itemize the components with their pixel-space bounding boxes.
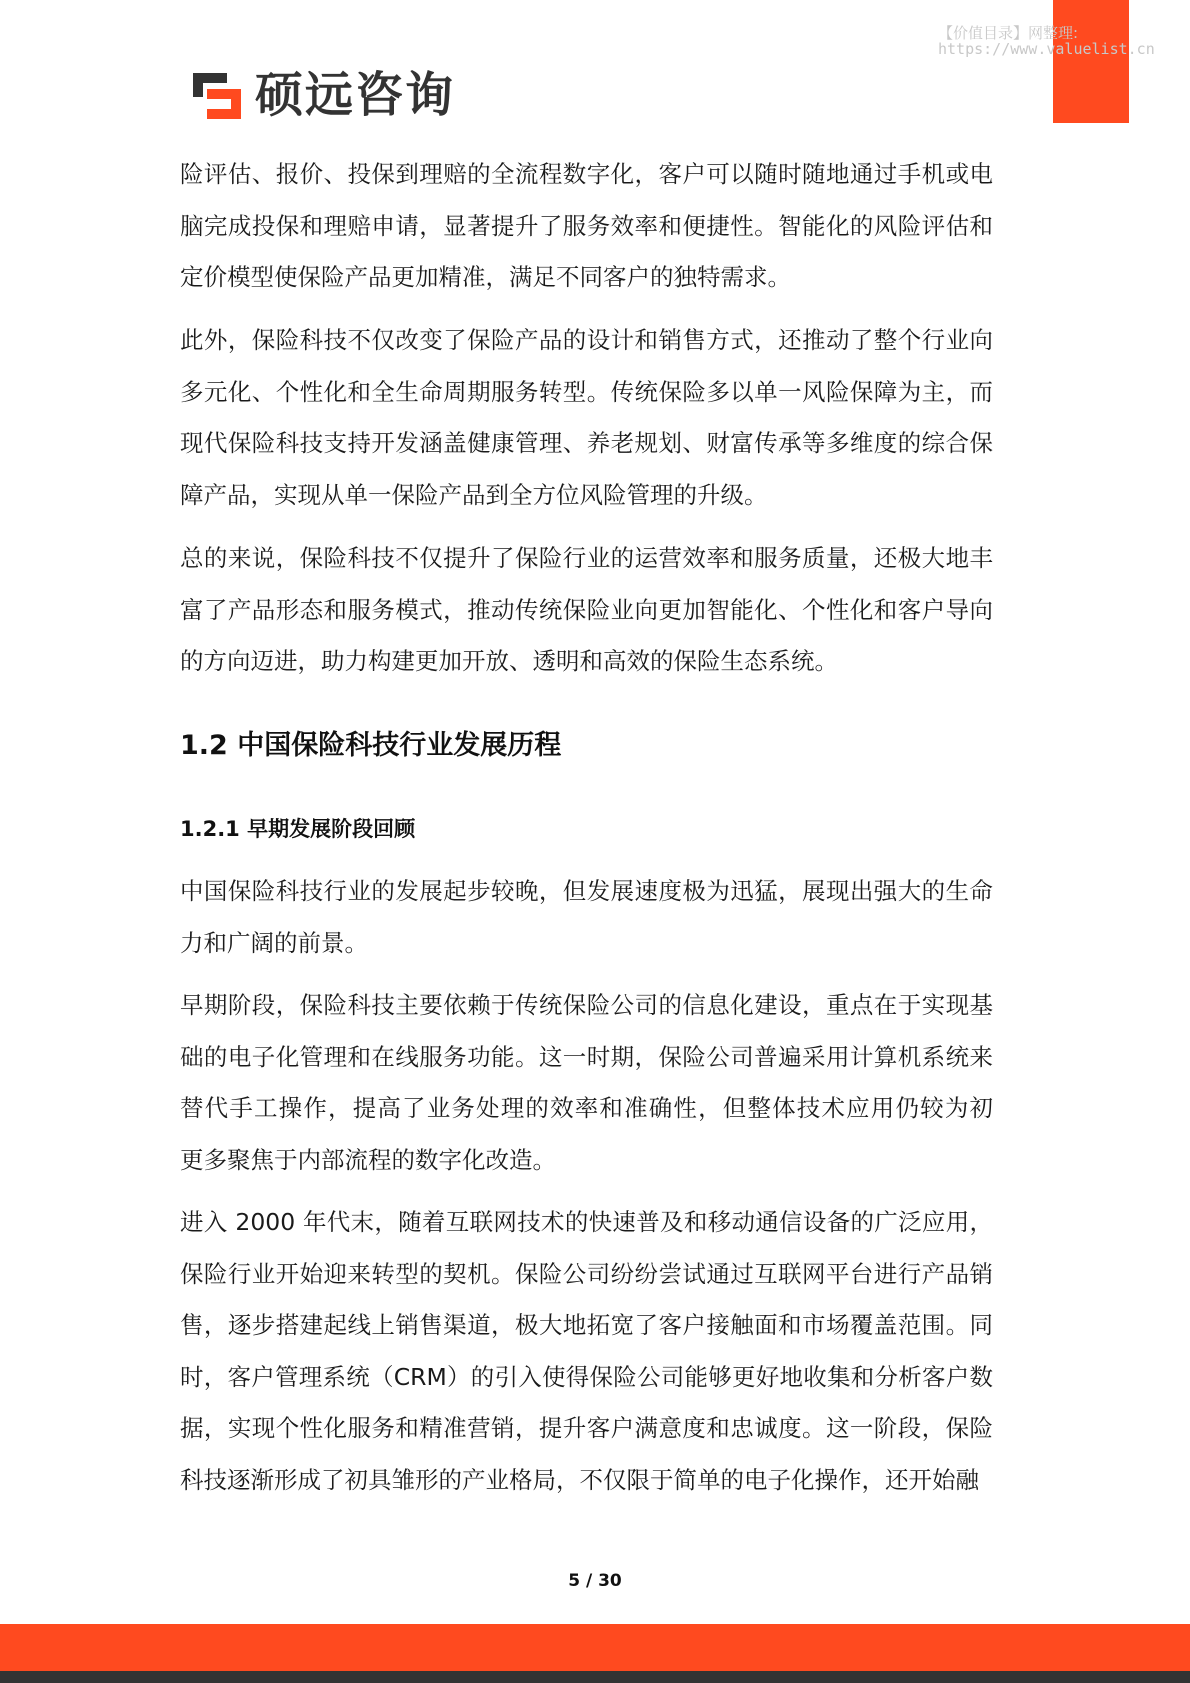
text-line: 售，逐步搭建起线上销售渠道，极大地拓宽了客户接触面和市场覆盖范围。同 <box>180 1311 993 1339</box>
text-line: 中国保险科技行业的发展起步较晚，但发展速度极为迅猛，展现出强大的生命 <box>180 877 993 905</box>
company-logo <box>193 68 455 122</box>
text-line: 定价模型使保险产品更加精准，满足不同客户的独特需求。 <box>180 263 791 291</box>
watermark-title: 【价值目录】网整理: <box>938 24 1079 42</box>
text-line: 的方向迈进，助力构建更加开放、透明和高效的保险生态系统。 <box>180 647 838 675</box>
text-line: 科技逐渐形成了初具雏形的产业格局，不仅限于简单的电子化操作，还开始融 <box>180 1465 979 1494</box>
text-line: 总的来说，保险科技不仅提升了保险行业的运营效率和服务质量，还极大地丰 <box>180 544 993 572</box>
paragraph <box>180 533 993 688</box>
text-line: 险评估、报价、投保到理赔的全流程数字化，客户可以随时随地通过手机或电 <box>180 160 993 188</box>
page-number: 5 / 30 <box>568 1571 622 1591</box>
text-line: 时，客户管理系统（CRM）的引入使得保险公司能够更好地收集和分析客户数 <box>180 1362 993 1391</box>
paragraph <box>180 1197 993 1506</box>
text-line: 进入 2000 年代末，随着互联网技术的快速普及和移动通信设备的广泛应用， <box>180 1208 993 1236</box>
text-line: 更多聚焦于内部流程的数字化改造。 <box>180 1145 556 1174</box>
text-line: 保险行业开始迎来转型的契机。保险公司纷纷尝试通过互联网平台进行产品销 <box>180 1259 993 1288</box>
text-line: 现代保险科技支持开发涵盖健康管理、养老规划、财富传承等多维度的综合保 <box>180 429 993 457</box>
logo-mark-icon <box>193 69 245 121</box>
text-line: 障产品，实现从单一保险产品到全方位风险管理的升级。 <box>180 480 768 509</box>
paragraph <box>180 980 993 1186</box>
text-line: 础的电子化管理和在线服务功能。这一时期，保险公司普遍采用计算机系统来 <box>180 1042 993 1071</box>
footer-dark-bar <box>0 1671 1190 1683</box>
subsection-heading: 1.2.1 早期发展阶段回顾 <box>180 817 416 841</box>
paragraph <box>180 315 993 521</box>
footer-accent-bar <box>0 1624 1190 1671</box>
text-line: 早期阶段，保险科技主要依赖于传统保险公司的信息化建设，重点在于实现基 <box>180 991 993 1019</box>
text-line: 据，实现个性化服务和精准营销，提升客户满意度和忠诚度。这一阶段，保险 <box>180 1414 993 1442</box>
section-heading: 1.2 中国保险科技行业发展历程 <box>180 730 562 761</box>
watermark-url[interactable]: https://www.valuelist.cn <box>938 40 1155 58</box>
logo-text: 硕远咨询 <box>255 67 456 123</box>
text-line: 力和广阔的前景。 <box>180 928 368 957</box>
text-line: 脑完成投保和理赔申请，显著提升了服务效率和便捷性。智能化的风险评估和 <box>180 211 993 240</box>
text-line: 此外，保险科技不仅改变了保险产品的设计和销售方式，还推动了整个行业向 <box>180 326 993 354</box>
paragraph <box>180 149 993 304</box>
text-line: 多元化、个性化和全生命周期服务转型。传统保险多以单一风险保障为主，而 <box>180 377 993 406</box>
text-line: 富了产品形态和服务模式，推动传统保险业向更加智能化、个性化和客户导向 <box>180 595 993 624</box>
paragraph <box>180 866 993 969</box>
corner-accent-block <box>1053 0 1129 123</box>
text-line: 替代手工操作，提高了业务处理的效率和准确性，但整体技术应用仍较为初 <box>180 1094 993 1122</box>
